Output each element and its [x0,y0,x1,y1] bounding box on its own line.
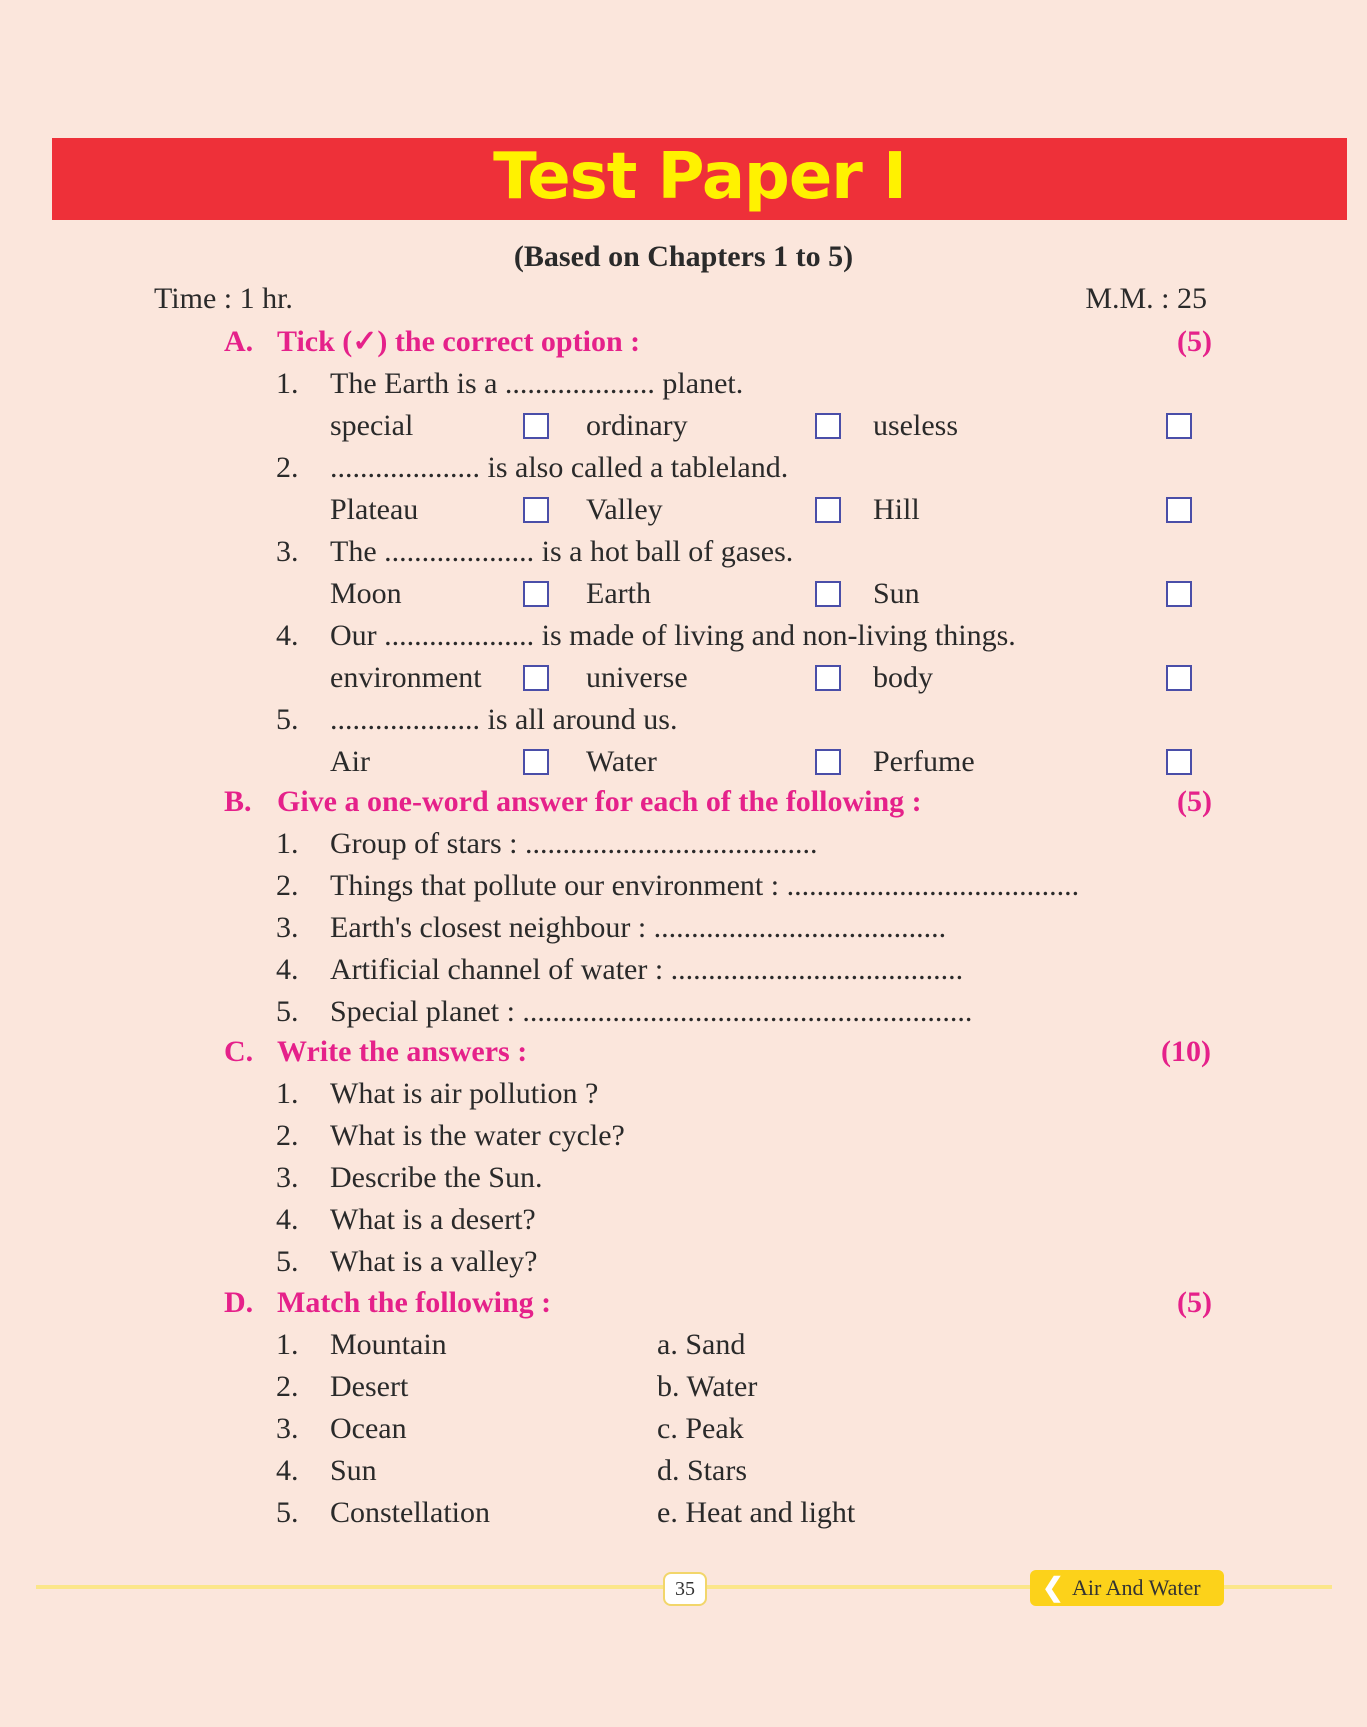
option-label: environment [330,661,482,694]
question-text: The Earth is a .................... planet. [330,367,744,400]
question-text: What is the water cycle? [330,1119,625,1152]
question-row [0,1199,1367,1241]
match-left-item: Ocean [330,1412,407,1445]
question-number: 1. [276,827,299,860]
option-label: Plateau [330,493,419,526]
question-row [0,1241,1367,1283]
page-number: 35 [663,1572,707,1606]
question-number: 4. [276,953,299,986]
section-a-header [0,321,1367,363]
chapter-tab[interactable] [1030,1570,1224,1606]
question-number: 3. [276,1161,299,1194]
match-number: 5. [276,1496,299,1529]
match-row [0,1324,1367,1366]
section-letter: D. [224,1286,254,1319]
option-label: Water [586,745,657,778]
match-number: 2. [276,1370,299,1403]
time-label: Time : 1 hr. [154,282,293,315]
question-number: 5. [276,995,299,1028]
match-number: 3. [276,1412,299,1445]
question-number: 5. [276,1245,299,1278]
option-label: universe [586,661,688,694]
option-checkbox[interactable] [1166,497,1192,523]
chevron-left-icon: ❮ [1042,1573,1064,1602]
option-checkbox[interactable] [815,665,841,691]
option-label: ordinary [586,409,688,442]
chapter-label: Air And Water [1072,1575,1201,1600]
question-text: Artificial channel of water : ....................................... [330,953,964,986]
question-row [0,531,1367,573]
option-label: Air [330,745,370,778]
option-checkbox[interactable] [1166,749,1192,775]
section-b-header [0,781,1367,823]
question-number: 4. [276,619,299,652]
match-row [0,1366,1367,1408]
option-checkbox[interactable] [523,581,549,607]
question-row [0,907,1367,949]
question-text: Special planet : ............................................................ [330,995,973,1028]
section-title: Write the answers : [277,1035,528,1068]
section-letter: C. [224,1035,254,1068]
option-label: Hill [873,493,920,526]
option-checkbox[interactable] [815,497,841,523]
page-title: Test Paper I [493,140,906,214]
section-letter: B. [224,785,252,818]
section-d-header [0,1282,1367,1324]
section-c-header [0,1031,1367,1073]
options-row [0,489,1367,531]
question-number: 3. [276,911,299,944]
question-row [0,1115,1367,1157]
question-text: .................... is also called a tableland. [330,451,789,484]
question-row [0,363,1367,405]
option-label: Earth [586,577,651,610]
section-marks: (10) [1161,1035,1211,1068]
section-title: Match the following : [277,1286,552,1319]
section-marks: (5) [1177,1286,1212,1319]
max-marks-label: M.M. : 25 [1085,282,1207,315]
option-checkbox[interactable] [815,413,841,439]
match-right-item: e. Heat and light [657,1496,856,1529]
match-row [0,1408,1367,1450]
option-label: Valley [586,493,663,526]
section-marks: (5) [1177,325,1212,358]
question-row [0,447,1367,489]
option-checkbox[interactable] [1166,581,1192,607]
option-checkbox[interactable] [523,497,549,523]
question-row [0,949,1367,991]
options-row [0,405,1367,447]
option-label: special [330,409,414,442]
match-right-item: d. Stars [657,1454,747,1487]
option-label: body [873,661,933,694]
question-number: 4. [276,1203,299,1236]
match-left-item: Desert [330,1370,409,1403]
option-checkbox[interactable] [1166,665,1192,691]
match-left-item: Constellation [330,1496,490,1529]
match-left-item: Sun [330,1454,377,1487]
question-text: Our .................... is made of living and non-living things. [330,619,1016,652]
options-row [0,657,1367,699]
match-row [0,1492,1367,1534]
question-text: What is a desert? [330,1203,536,1236]
title-banner [52,138,1347,220]
question-number: 5. [276,703,299,736]
match-right-item: a. Sand [657,1328,746,1361]
question-text: What is air pollution ? [330,1077,599,1110]
option-checkbox[interactable] [523,413,549,439]
question-number: 2. [276,1119,299,1152]
option-checkbox[interactable] [523,665,549,691]
option-checkbox[interactable] [815,581,841,607]
question-text: .................... is all around us. [330,703,678,736]
option-checkbox[interactable] [815,749,841,775]
question-text: Earth's closest neighbour : ....................................... [330,911,947,944]
question-number: 2. [276,869,299,902]
option-label: Perfume [873,745,975,778]
question-row [0,991,1367,1033]
question-text: Describe the Sun. [330,1161,543,1194]
question-number: 3. [276,535,299,568]
section-letter: A. [224,325,254,358]
options-row [0,573,1367,615]
option-label: useless [873,409,958,442]
option-checkbox[interactable] [1166,413,1192,439]
question-row [0,615,1367,657]
match-number: 4. [276,1454,299,1487]
match-right-item: b. Water [657,1370,758,1403]
option-label: Sun [873,577,920,610]
question-text: Things that pollute our environment : ....................................... [330,869,1080,902]
question-text: Group of stars : ....................................... [330,827,818,860]
question-number: 2. [276,451,299,484]
question-text: The .................... is a hot ball of gases. [330,535,794,568]
question-row [0,823,1367,865]
question-row [0,699,1367,741]
subtitle: (Based on Chapters 1 to 5) [513,240,854,273]
match-left-item: Mountain [330,1328,447,1361]
match-right-item: c. Peak [657,1412,744,1445]
option-checkbox[interactable] [523,749,549,775]
question-row [0,865,1367,907]
section-title: Give a one-word answer for each of the following : [277,785,922,818]
question-row [0,1073,1367,1115]
section-marks: (5) [1177,785,1212,818]
question-text: What is a valley? [330,1245,538,1278]
question-row [0,1157,1367,1199]
match-number: 1. [276,1328,299,1361]
match-row [0,1450,1367,1492]
section-title: Tick (✓) the correct option : [277,325,641,358]
question-number: 1. [276,1077,299,1110]
question-number: 1. [276,367,299,400]
option-label: Moon [330,577,402,610]
options-row [0,741,1367,783]
